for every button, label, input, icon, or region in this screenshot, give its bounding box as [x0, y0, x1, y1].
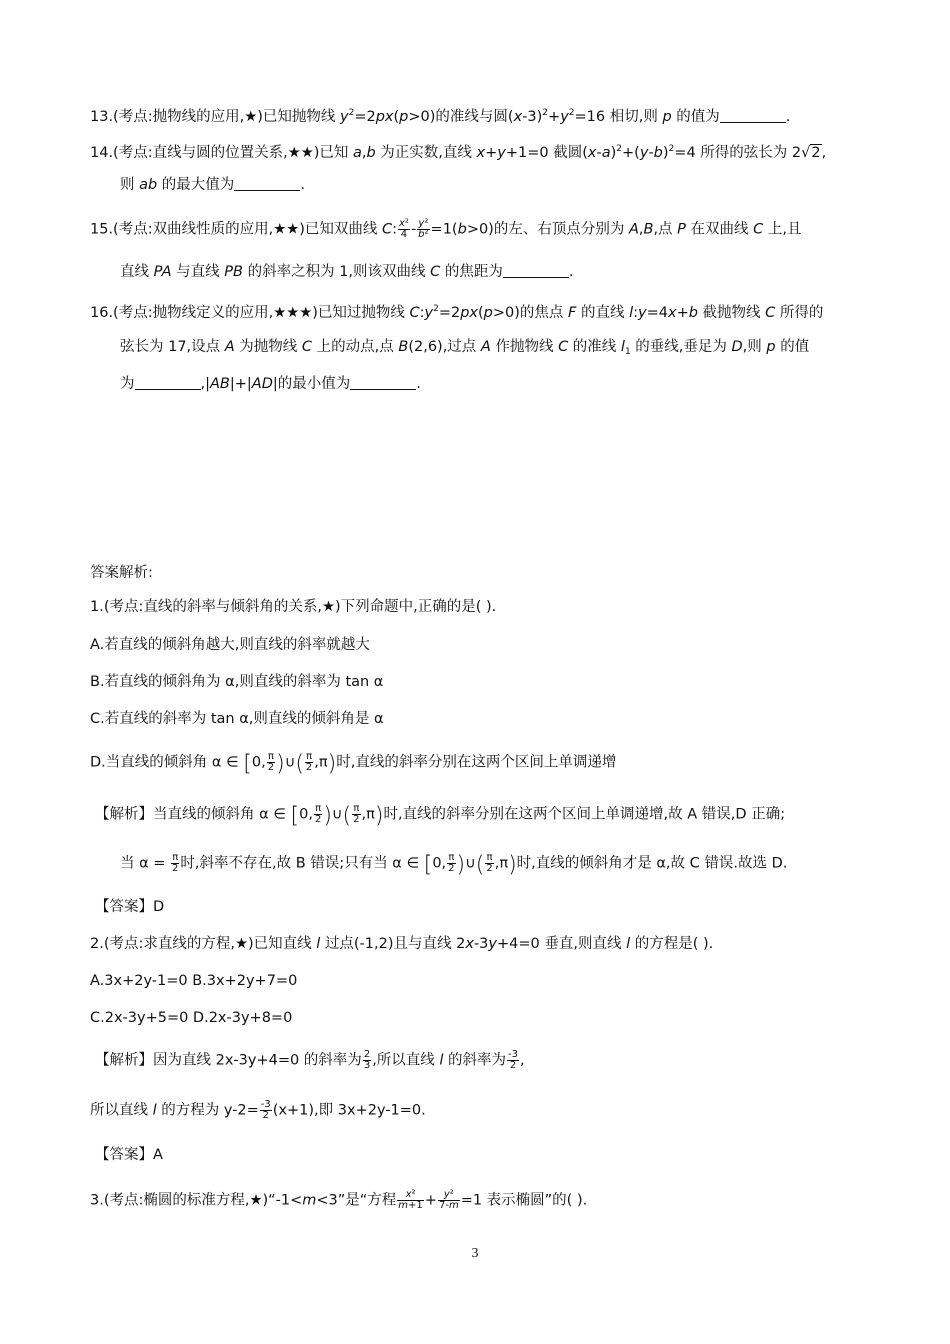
question-14-cont: 则 ab 的最大值为 . — [120, 177, 305, 193]
question-14: 14.(考点:直线与圆的位置关系,★★)已知 a,b 为正实数,直线 x+y+1=0 截圆$(x-a)^2+(y-b)^2=4$ 所得的弦长为 2√2, — [90, 144, 827, 161]
answer-1-result: 【答案】D — [95, 899, 165, 915]
question-13: 13.(考点:抛物线的应用,★)已知抛物线 $y^2=2px(p>0)$的准线与圆$(x-3)^2+y^2=16$ 相切,则 p 的值为 . — [90, 108, 791, 125]
answer-1-option-c: C.若直线的斜率为 tan α,则直线的倾斜角是 α — [90, 711, 384, 727]
answer-blank — [503, 263, 569, 278]
answer-2-analysis-cont: 所以直线 l 的方程为 y-2= $\frac{-3}{2}$ (x+1),即 3x+2y-1=0. — [90, 1099, 426, 1121]
answer-blank — [135, 375, 201, 390]
answer-2-options-cd: C.2x-3y+5=0 D.2x-3y+8=0 — [90, 1010, 293, 1026]
question-16: 16.(考点:抛物线定义的应用,★★★)已知过抛物线 $C:y^2=2px(p>0)$的焦点 F 的直线 l:y=4x+b 截抛物线 C 所得的 — [90, 304, 824, 321]
question-15-cont: 直线 PA 与直线 PB 的斜率之积为 1,则该双曲线 C 的焦距为 . — [120, 264, 574, 280]
answer-3-stem: 3.(考点:椭圆的标准方程,★)“-1<m<3”是“方程 $\frac{\text{x²}}{m+1}$ + $\frac{\text{y²}}{7-m}$ =1 表示椭圆”的( ). — [90, 1189, 588, 1211]
answer-1-option-a: A.若直线的倾斜角越大,则直线的斜率就越大 — [90, 637, 370, 653]
answer-blank — [720, 108, 786, 123]
answer-2-result: 【答案】A — [95, 1147, 163, 1163]
answers-heading: 答案解析: — [90, 565, 153, 581]
answer-1-analysis: 【解析】当直线的倾斜角 α ∈ [0, $\frac{\pi}{2}$ )∪( $\frac{\pi}{2}$ ,π)时,直线的斜率分别在这两个区间上单调递增,故 A 错误,D 正确; — [95, 803, 786, 829]
answer-1-option-d: D.当直线的倾斜角 α ∈ [0, $\frac{\pi}{2}$ )∪( $\frac{\pi}{2}$ ,π)时,直线的斜率分别在这两个区间上单调递增 — [90, 751, 617, 777]
answer-blank — [234, 176, 300, 191]
question-16-cont1: 弦长为 17,设点 A 为抛物线 C 上的动点,点 B(2,6),过点 A 作抛物线 C 的准线 $l_1$ 的垂线,垂足为 D,则 p 的值 — [120, 339, 810, 357]
answer-1-option-b: B.若直线的倾斜角为 α,则直线的斜率为 tan α — [90, 674, 384, 690]
question-16-cont2: 为 ,|AB|+|AD|的最小值为 . — [120, 376, 421, 392]
answer-2-stem: 2.(考点:求直线的方程,★)已知直线 l 过点(-1,2)且与直线 2x-3y+4=0 垂直,则直线 l 的方程是( ). — [90, 936, 714, 952]
question-15: 15.(考点:双曲线性质的应用,★★)已知双曲线 C: $\frac{\text{x²}}{4}$ - $\frac{\text{y²}}{\text{b²}}$ =1(b>0)的左、右顶点分别为 A,B,点 P 在双曲线 C 上,且 — [90, 218, 802, 240]
answer-1-stem: 1.(考点:直线的斜率与倾斜角的关系,★)下列命题中,正确的是( ). — [90, 599, 497, 615]
answer-blank — [350, 375, 416, 390]
answer-2-analysis: 【解析】因为直线 2x-3y+4=0 的斜率为 $\frac{2}{3}$ ,所以直线 l 的斜率为 $\frac{-3}{2}$ , — [95, 1049, 525, 1071]
page-number: 3 — [471, 1246, 479, 1261]
answer-2-options-ab: A.3x+2y-1=0 B.3x+2y+7=0 — [90, 973, 298, 989]
answer-1-analysis-cont: 当 α = $\frac{\pi}{2}$ 时,斜率不存在,故 B 错误;只有当 α ∈ [0, $\frac{\pi}{2}$ )∪( $\frac{\pi}{2}$ ,π)时,直线的倾斜角才是 α,故 C 错误.故选 D. — [120, 852, 788, 878]
